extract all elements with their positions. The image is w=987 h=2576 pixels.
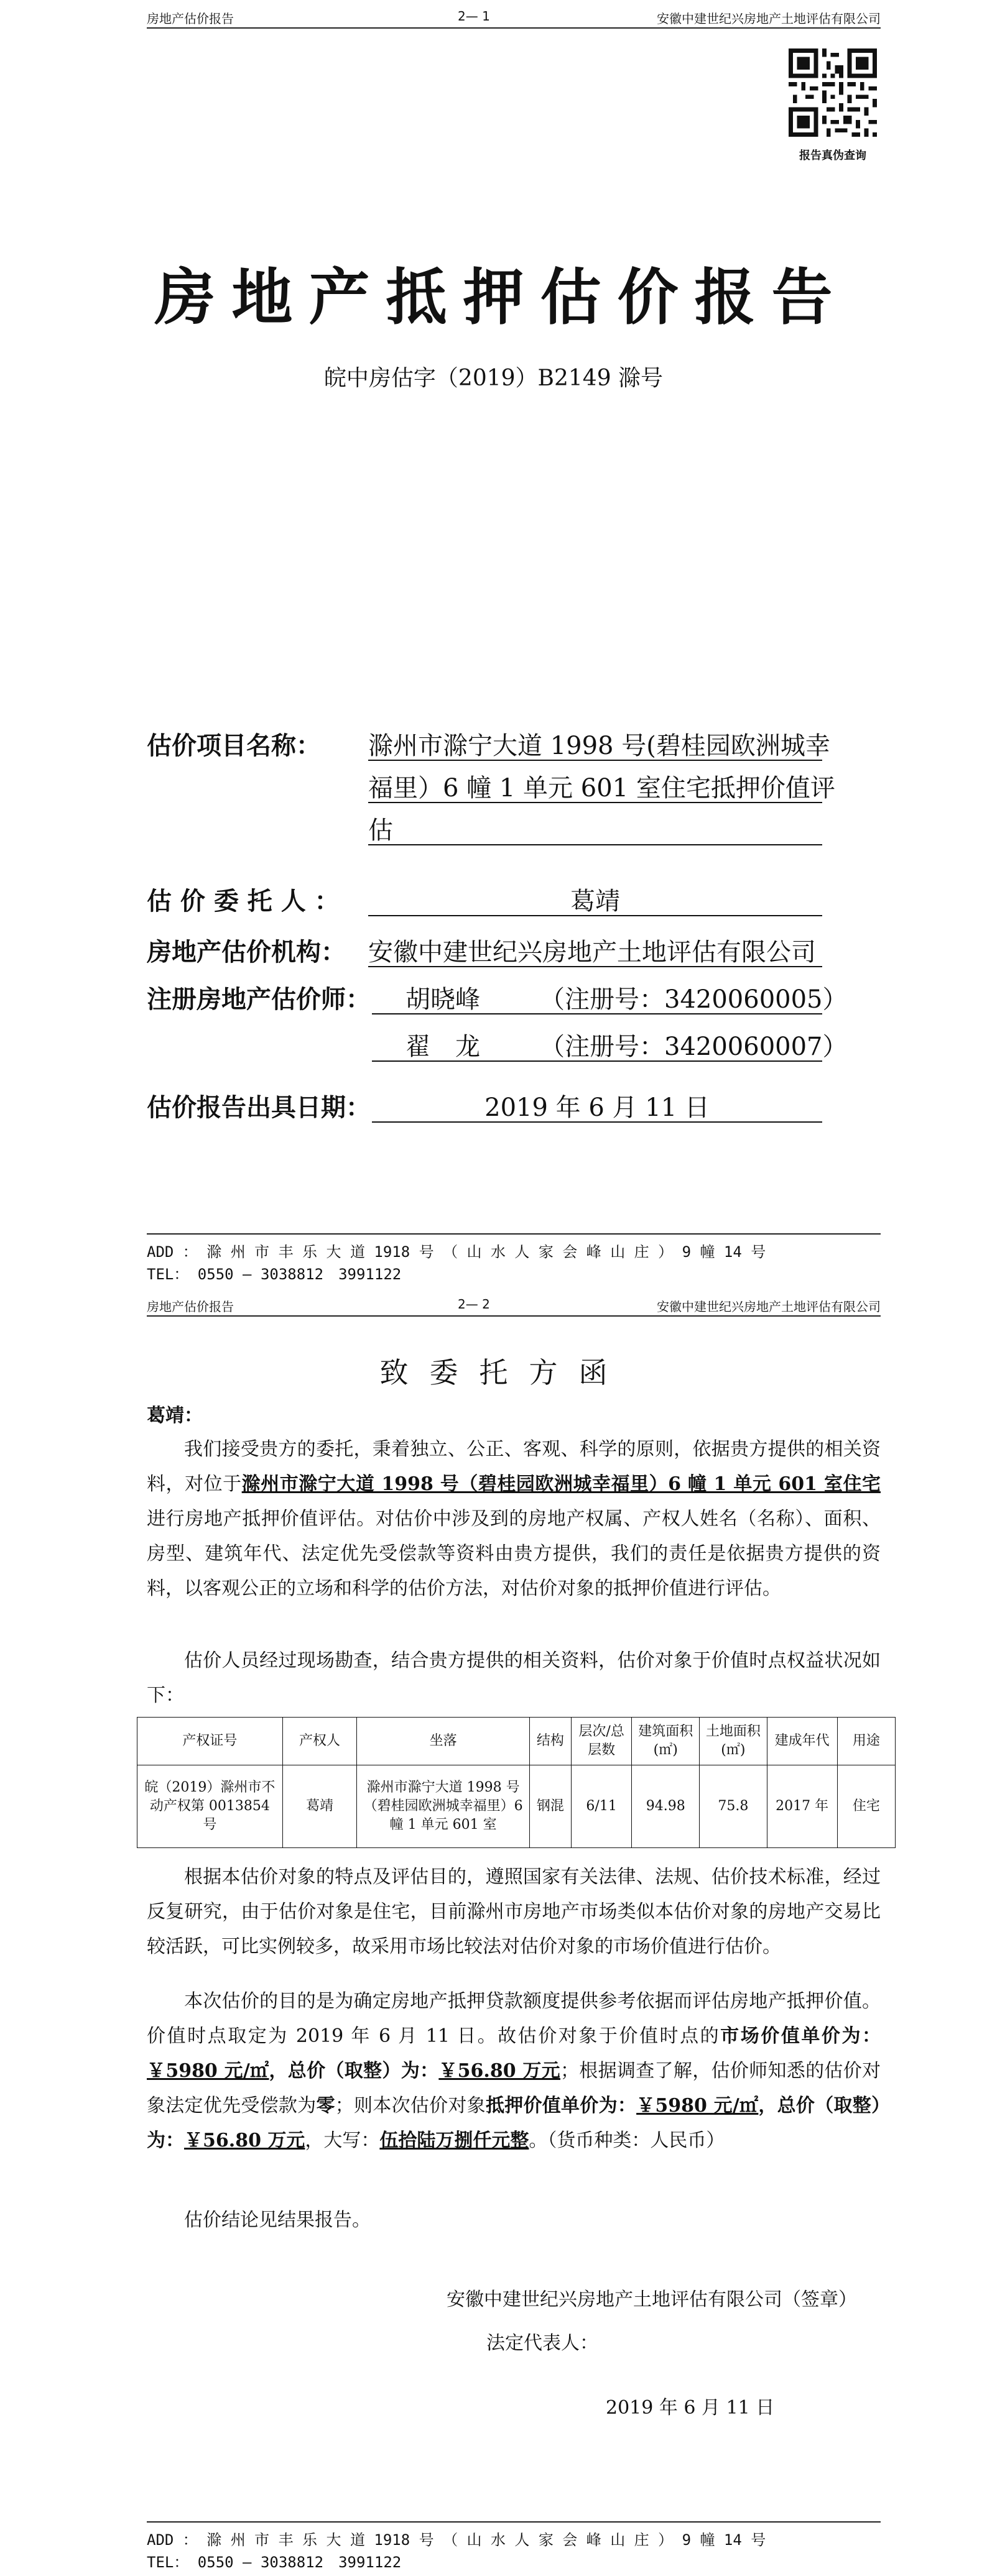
page-header xyxy=(147,1294,881,1317)
table-header-row xyxy=(137,1718,896,1765)
agency-label: 房地产估价机构： xyxy=(147,938,346,967)
table-header-cell: 建成年代 xyxy=(767,1718,837,1765)
mortgage-unit-price: ￥5980 元/㎡ xyxy=(636,2095,759,2117)
header-company: 安徽中建世纪兴房地产土地评估有限公司 xyxy=(657,1299,881,1314)
appraiser-label: 注册房地产估价师： xyxy=(147,985,371,1014)
table-header-cell: 结构 xyxy=(529,1718,571,1765)
market-total-price: ￥56.80 万元 xyxy=(438,2060,560,2082)
footer-address: ADD ： 滁 州 市 丰 乐 大 道 1918 号 （ 山 水 人 家 会 峰 山 庄 ） 9 幢 14 号 xyxy=(147,1243,766,1261)
para1-body: 进行房地产抵押价值评估。对估价中涉及到的房地产权属、产权人姓名（名称）、面积、房型、建筑年代、法定优先受偿款等资料由贵方提供，我们的责任是依据贵方提供的资料，以客观公正的立场和科学的估价方法，对估价对象的抵押价值进行评估。 xyxy=(147,1508,881,1599)
priority-claim-value: 零 xyxy=(316,2095,335,2117)
paragraph-3: 根据本估价对象的特点及评估目的，遵照国家有关法律、法规、估价技术标准，经过反复研究，由于估价对象是住宅，目前滁州市房地产市场类似本估价对象的房地产交易比较活跃，可比实例较多，故采用市场比较法对估价对象的市场价值进行估价。 xyxy=(147,1866,881,1957)
property-address: 滁州市滁宁大道 1998 号（碧桂园欧洲城幸福里）6 幢 1 单元 601 室住宅 xyxy=(241,1473,881,1495)
qr-code-icon[interactable] xyxy=(789,48,877,137)
appraiser-1-line xyxy=(372,980,848,1014)
appraiser-1-name: 胡晓峰 xyxy=(405,985,480,1014)
qr-caption: 报告真伪查询 xyxy=(799,149,866,162)
header-left: 房地产估价报告 xyxy=(147,11,234,26)
table-cell: 葛靖 xyxy=(282,1765,357,1848)
market-unit-price: ￥5980 元/㎡ xyxy=(147,2060,269,2082)
amount-in-words: 伍拾陆万捌仟元整 xyxy=(379,2130,529,2151)
paragraph-5: 估价结论见结果报告。 xyxy=(184,2209,371,2231)
header-company: 安徽中建世纪兴房地产土地评估有限公司 xyxy=(657,11,881,26)
para4-mid2: ；则本次估价对象 xyxy=(335,2095,486,2117)
table-header-cell: 用途 xyxy=(837,1718,895,1765)
table-cell: 2017 年 xyxy=(767,1765,837,1848)
client-label: 估 价 委 托 人 ： xyxy=(147,887,340,916)
para4-currency: 。（货币种类：人民币） xyxy=(529,2130,725,2151)
header-left: 房地产估价报告 xyxy=(147,1299,234,1314)
project-line-2: 福里）6 幢 1 单元 601 室住宅抵押价值评 xyxy=(368,768,822,803)
footer-address: ADD ： 滁 州 市 丰 乐 大 道 1918 号 （ 山 水 人 家 会 峰 山 庄 ） 9 幢 14 号 xyxy=(147,2531,766,2549)
table-cell: 75.8 xyxy=(700,1765,767,1848)
market-unit-label: 市场价值单价为： xyxy=(720,2025,881,2047)
table-cell: 94.98 xyxy=(632,1765,700,1848)
page-header xyxy=(147,6,881,29)
mortgage-total-label: ，总价（取整）为： xyxy=(147,2095,881,2151)
appraiser-2-reg: （注册号：3420060007） xyxy=(540,1033,848,1061)
letter-title: 致委托方函 xyxy=(379,1356,629,1389)
para1-intro: 我们接受贵方的委托，秉着独立、公正、客观、科学的原则，依据贵方提供的相关资料，对位于 xyxy=(147,1438,881,1495)
project-line-1: 滁州市滁宁大道 1998 号(碧桂园欧洲城幸 xyxy=(368,726,822,761)
footer-tel: TEL： 0550 — 3038812 3991122 xyxy=(147,1266,402,1283)
page-footer xyxy=(147,2521,881,2576)
project-line-3: 估 xyxy=(368,811,822,845)
para4-mid: ；根据调查了解，估价师知悉的估价对象法定优先受偿款为 xyxy=(147,2060,881,2117)
table-cell: 皖（2019）滁州市不动产权第 0013854 号 xyxy=(137,1765,283,1848)
date-value: 2019 年 6 月 11 日 xyxy=(372,1088,822,1123)
property-rights-table xyxy=(137,1717,896,1848)
header-page-number: 2— 2 xyxy=(458,1297,490,1312)
table-cell: 6/11 xyxy=(571,1765,632,1848)
table-header-cell: 层次/总层数 xyxy=(571,1718,632,1765)
market-total-label: ，总价（取整）为： xyxy=(269,2060,439,2082)
signature-company: 安徽中建世纪兴房地产土地评估有限公司（签章） xyxy=(447,2289,857,2311)
project-label: 估价项目名称： xyxy=(147,732,321,760)
mortgage-total-price: ￥56.80 万元 xyxy=(184,2130,305,2151)
header-page-number: 2— 1 xyxy=(458,9,490,24)
table-header-cell: 产权证号 xyxy=(137,1718,283,1765)
table-header-cell: 建筑面积(㎡) xyxy=(632,1718,700,1765)
date-label: 估价报告出具日期： xyxy=(147,1093,371,1122)
table-cell: 钢混 xyxy=(529,1765,571,1848)
footer-tel: TEL： 0550 — 3038812 3991122 xyxy=(147,2554,402,2571)
para4-caps-label: ，大写： xyxy=(305,2130,380,2151)
page-footer xyxy=(147,1233,881,1288)
appraiser-2-name: 翟 龙 xyxy=(405,1033,480,1061)
table-cell: 住宅 xyxy=(837,1765,895,1848)
report-title: 房地产抵押估价报告 xyxy=(154,262,849,333)
paragraph-4 xyxy=(147,1984,881,2158)
agency-value: 安徽中建世纪兴房地产土地评估有限公司 xyxy=(368,932,822,967)
salutation: 葛靖： xyxy=(147,1405,203,1427)
letter-page xyxy=(0,1288,987,2576)
signature-representative: 法定代表人： xyxy=(486,2332,598,2354)
table-header-cell: 土地面积(㎡) xyxy=(700,1718,767,1765)
appraiser-1-reg: （注册号：3420060005） xyxy=(540,985,848,1014)
table-row xyxy=(137,1765,896,1848)
document-number: 皖中房估字（2019）B2149 滁号 xyxy=(323,366,664,391)
paragraph-2: 估价人员经过现场勘查，结合贵方提供的相关资料，估价对象于价值时点权益状况如下： xyxy=(147,1650,881,1706)
paragraph-1 xyxy=(147,1432,881,1606)
para4-intro: 本次估价的目的是为确定房地产抵押贷款额度提供参考依据而评估房地产抵押价值。价值时点取定为 2019 年 6 月 11 日。故估价对象于价值时点的 xyxy=(147,1990,881,2047)
table-cell: 滁州市滁宁大道 1998 号（碧桂园欧洲城幸福里）6 幢 1 单元 601 室 xyxy=(357,1765,530,1848)
mortgage-unit-label: 抵押价值单价为： xyxy=(485,2095,637,2117)
client-value: 葛靖 xyxy=(368,881,822,916)
appraiser-2-line xyxy=(372,1027,848,1062)
signature-date: 2019 年 6 月 11 日 xyxy=(606,2397,775,2419)
table-header-cell: 坐落 xyxy=(357,1718,530,1765)
table-header-cell: 产权人 xyxy=(282,1718,357,1765)
